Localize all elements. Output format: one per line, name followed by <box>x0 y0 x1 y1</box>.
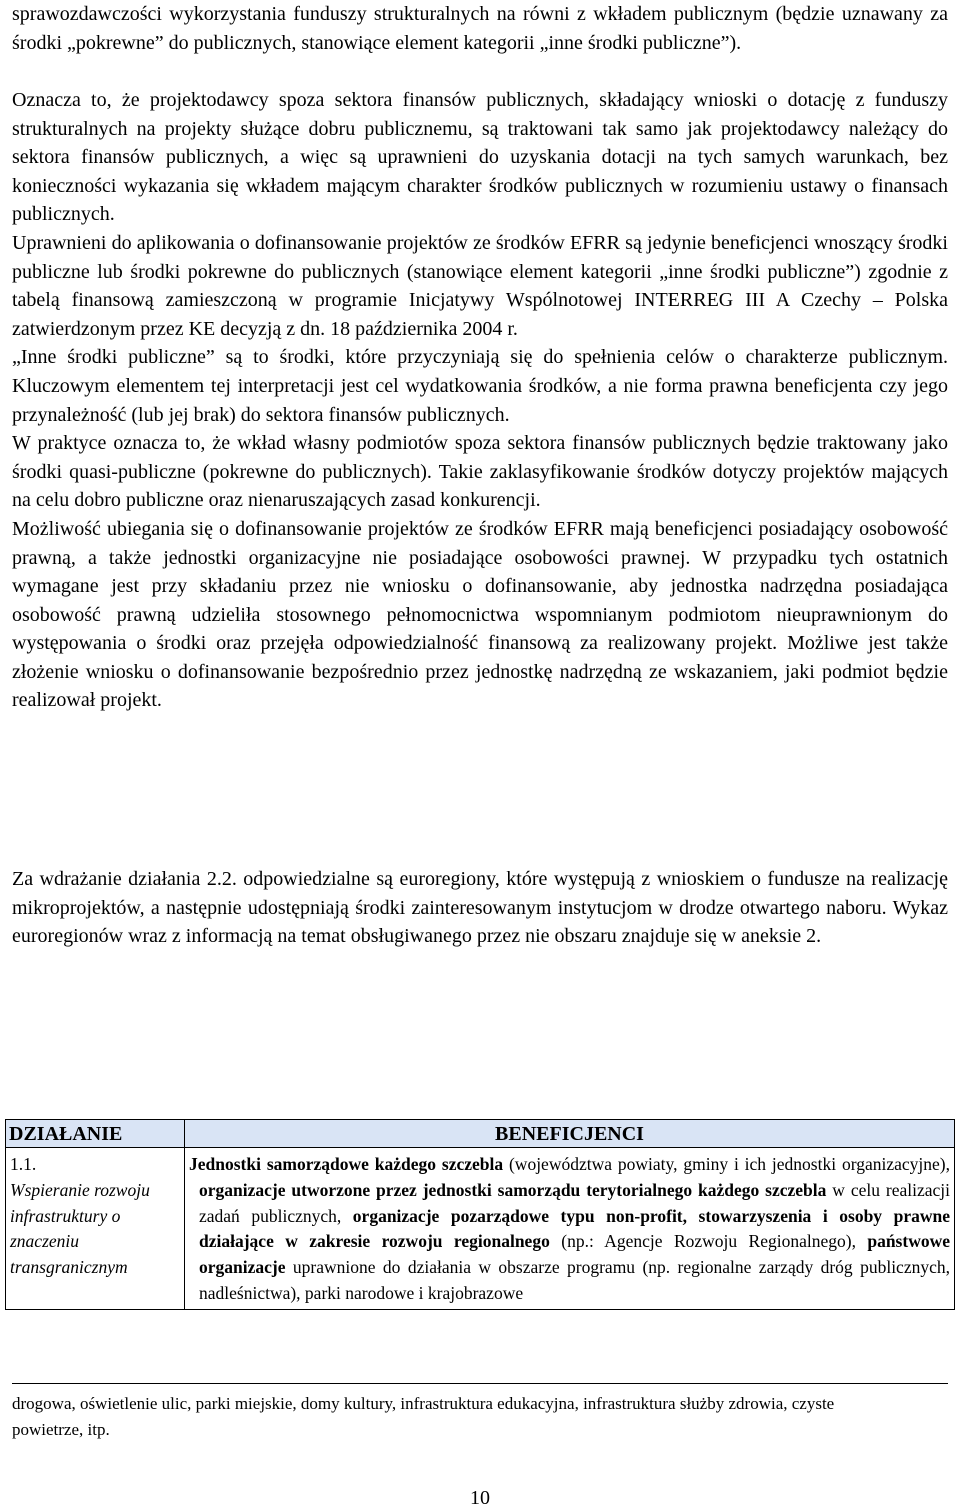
paragraph-intro <box>12 0 948 57</box>
beneficiary-note-3: (np.: Agencje Rozwoju Regionalnego), <box>549 1231 868 1252</box>
page-number: 10 <box>470 1487 490 1509</box>
paragraph-oznacza: Oznacza to, że projektodawcy spoza sektora finansów publicznych, składający wnioski o dotację z funduszy strukturalnych na projekty służące dobru publicznemu, są traktowani tak samo jak projektodawcy należący do sektora finansów publicznych, a więc są uprawnieni do uzyskania dotacji na tych samych warunkach, bez konieczności wykazania się wkładem mającym charakter środków publicznych w rozumieniu ustawy o finansach publicznych. <box>12 89 948 226</box>
main-text-block <box>12 86 948 715</box>
paragraph-inne-srodki: „Inne środki publiczne” są to środki, które przyczyniają się do spełnienia celów o charakterze publicznym. Kluczowym elementem tej interpretacji jest cel wydatkowania środków, a nie forma prawna beneficjenta czy jego przynależność (lub jej brak) do sektora finansów publicznych. <box>12 346 948 426</box>
beneficiary-ngo: organizacje pozarządowe typu non-profit, stowarzyszenia i osoby prawne działające w zakresie rozwoju regionalnego <box>199 1205 950 1252</box>
beneficiaries-cell <box>185 1148 955 1310</box>
beneficiary-local-government: Jednostki samorządowe każdego szczebla <box>189 1154 504 1174</box>
paragraph-w-praktyce: W praktyce oznacza to, że wkład własny podmiotów spoza sektora finansów publicznych będzie traktowany jako środki quasi-publiczne (pokrewne do publicznych). Takie zaklasyfikowanie środków dotyczy projektów mających na celu dobro publiczne oraz nienaruszających zasad konkurencji. <box>12 432 948 512</box>
paragraph-uprawnieni: Uprawnieni do aplikowania o dofinansowanie projektów ze środków EFRR są jedynie beneficjenci wnoszący środki publiczne lub środki pokrewne do publicznych (stanowiące element kategorii „inne środki publiczne”) zgodnie z tabelą finansową zamieszczoną w programie Inicjatywy Wspólnotowej INTERREG III A Czechy – Polska zatwierdzonym przez KE decyzją z dn. 18 października 2004 r. <box>12 231 948 340</box>
header-beneficjenci: BENEFICJENCI <box>185 1120 955 1148</box>
beneficiary-state-organizations: państwowe organizacje <box>199 1231 950 1278</box>
beneficiary-note-1: (województwa powiaty, gminy i ich jednostki organizacyjne), <box>503 1154 950 1174</box>
footnote-separator <box>12 1383 948 1384</box>
paragraph-wdrazanie-block <box>12 865 948 951</box>
beneficiary-note-4: uprawnione do działania w obszarze programu (np. regionalne zarządy dróg publicznych, nadleśnictwa), parki narodowe i krajobrazowe <box>199 1257 950 1303</box>
paragraph-wdrazanie: Za wdrażanie działania 2.2. odpowiedzialne są euroregiony, które występują z wnioskiem o fundusze na realizację mikroprojektów, a następnie udostępniają środki zainteresowanym instytucjom w drodze otwartego naboru. Wykaz euroregionów wraz z informacją na temat obsługiwanego przez nie obszaru znajduje się w aneksie 2. <box>12 868 948 948</box>
action-title: Wspieranie rozwoju infrastruktury o znaczeniu transgranicznym <box>10 1179 150 1278</box>
beneficiaries-text <box>189 1152 950 1307</box>
beneficiary-local-organizations: organizacje utworzone przez jednostki samorządu terytorialnego każdego szczebla <box>199 1179 827 1200</box>
table-row <box>6 1148 955 1310</box>
action-number: 1.1. <box>10 1154 37 1174</box>
footnote-text: drogowa, oświetlenie ulic, parki miejskie, domy kultury, infrastruktura edukacyjna, infrastruktura służby zdrowia, czyste powietrze, itp. <box>12 1394 835 1439</box>
paragraph-mozliwosc: Możliwość ubiegania się o dofinansowanie projektów ze środków EFRR mają beneficjenci posiadający osobowość prawną, a także jednostki organizacyjne nie posiadające osobowości prawnej. W przypadku tych ostatnich wymagane jest przy składaniu przez nie wniosku o dofinansowanie, aby jednostka nadrzędna posiadająca osobowość prawną udzieliła stosownego pełnomocnictwa wspomnianym podmiotom nieuprawnionym do występowania o środki oraz przejęła odpowiedzialność finansową za realizowany projekt. Możliwe jest także złożenie wniosku o dofinansowanie bezpośrednio przez jednostkę nadrzędną ze wskazaniem, jaki podmiot będzie realizował projekt. <box>12 517 948 712</box>
action-cell <box>6 1148 185 1310</box>
beneficiary-note-2: w celu realizacji zadań publicznych, <box>199 1179 950 1226</box>
header-dzialanie: DZIAŁANIE <box>6 1120 185 1148</box>
paragraph-top: sprawozdawczości wykorzystania funduszy strukturalnych na równi z wkładem publicznym (będzie uznawany za środki „pokrewne” do publicznych, stanowiące element kategorii „inne środki publiczne”). <box>12 3 948 54</box>
beneficiaries-table <box>5 1119 955 1310</box>
table-header-row <box>6 1120 955 1148</box>
